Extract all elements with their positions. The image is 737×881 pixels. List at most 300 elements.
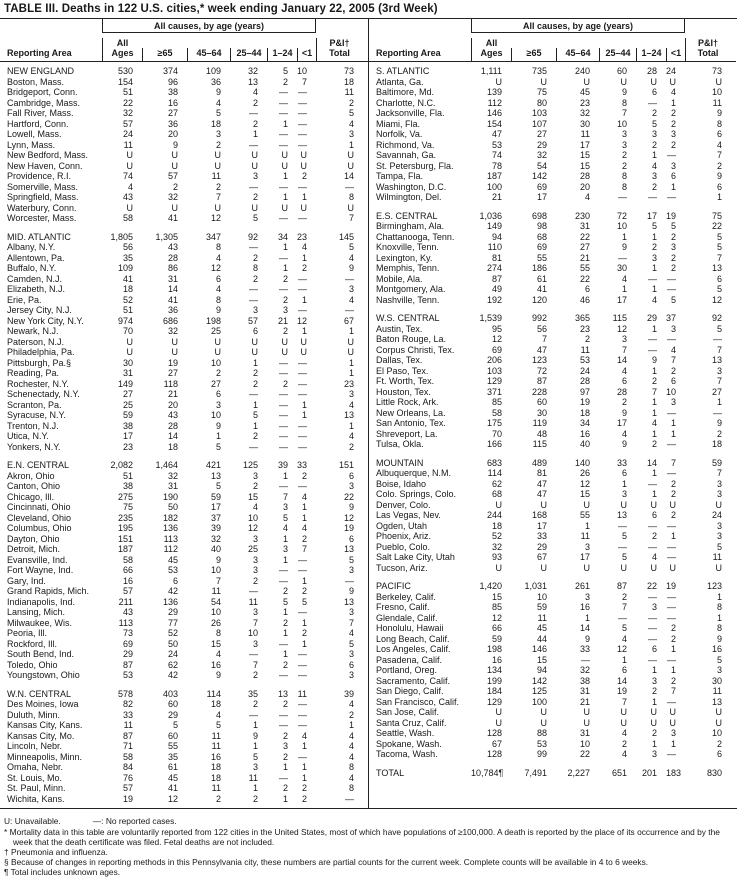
city-name: San Jose, Calif. [376,707,440,717]
value-cell: 4 [348,730,354,741]
value-cell: 1 [651,738,657,749]
value-cell: 735 [531,66,547,76]
value-cell: 23 [343,378,354,389]
table-row [0,150,368,161]
group-header-all-causes: All causes, by age (years) [471,19,685,33]
value-cell: 182 [162,512,178,523]
value-cell: 5 [215,720,221,730]
value-cell: 62 [491,478,502,489]
value-cell: 2 [301,171,307,181]
value-cell: 1 [252,783,258,793]
value-cell: 201 [641,767,657,778]
table-row [0,773,368,784]
value-cell: — [648,334,657,344]
value-cell: 374 [162,66,178,76]
value-cell: — [279,181,288,192]
city-name: Savannah, Ga. [376,150,437,160]
city-name: Fresno, Calif. [376,602,430,612]
value-cell: 41 [167,294,178,305]
region-section [0,460,368,681]
value-cell: 6 [172,575,178,586]
value-cell: 3 [670,160,676,171]
section-total-row [0,66,368,77]
city-name: Des Moines, Iowa [7,699,79,709]
value-cell: 4 [670,344,676,355]
value-cell: — [298,87,307,97]
city-name: Cincinnati, Ohio [7,502,71,512]
value-cell: 4 [621,749,627,759]
table-row [0,410,368,421]
value-cell: 30 [536,407,547,418]
value-cell: 22 [711,221,722,231]
value-cell: — [279,410,288,420]
value-cell: 120 [531,294,547,305]
city-name: Youngstown, Ohio [7,670,80,680]
value-cell: 60 [167,730,178,741]
table-row [369,232,736,243]
table-body-right [369,62,736,782]
value-cell: 3 [670,323,676,334]
city-name: Bridgeport, Conn. [7,87,78,97]
value-cell: — [648,612,657,623]
city-name: Rockford, Ill. [7,638,58,649]
value-cell: 3 [252,305,258,315]
value-cell: 69 [122,638,133,649]
table-row [0,192,368,203]
value-cell: 2 [252,481,258,491]
city-name: Lexington, Ky. [376,252,433,263]
value-cell: 16 [491,654,502,665]
value-cell: U [126,336,133,347]
value-cell: U [300,160,307,171]
value-cell: 31 [579,221,590,231]
value-cell: 20 [167,129,178,139]
value-cell: 70 [491,428,502,439]
value-cell: 8 [215,294,221,305]
value-cell: 5 [348,242,354,252]
city-name: Lincoln, Nebr. [7,741,63,751]
table-row [369,324,736,335]
region-name: E.N. CENTRAL [7,460,70,470]
value-cell: 53 [122,670,133,680]
value-cell: 4 [651,418,657,428]
table-row [0,660,368,671]
city-name: Philadelphia, Pa. [7,347,75,357]
value-cell: U [214,202,221,213]
value-cell: — [581,654,590,665]
table-row [369,150,736,161]
value-cell: 2 [651,439,657,449]
value-cell: 59 [210,491,221,502]
value-cell: 95 [491,323,502,334]
city-name: Corpus Christi, Tex. [376,344,455,355]
value-cell: — [618,192,627,202]
value-cell: 74 [122,171,133,181]
value-cell: 1 [716,591,722,602]
table-row [0,108,368,119]
value-cell: U [281,160,288,171]
value-cell: 81 [536,468,547,478]
value-cell: 5 [621,552,627,562]
value-cell: 13 [711,696,722,707]
value-cell: 154 [486,118,502,129]
city-name: Cambridge, Mass. [7,97,81,108]
value-cell: — [279,213,288,223]
table-row [369,429,736,440]
value-cell: — [298,181,307,192]
city-name: Milwaukee, Wis. [7,617,73,628]
region-name: MOUNTAIN [376,457,424,468]
value-cell: 72 [536,365,547,376]
value-cell: — [279,129,288,139]
value-cell: 85 [491,602,502,612]
value-cell: 27 [579,242,590,252]
value-cell: 12 [616,644,627,654]
value-cell: 27 [536,129,547,139]
value-cell: 17 [122,431,133,441]
value-cell: U [583,76,590,87]
value-cell: 6 [621,468,627,478]
value-cell: 11 [248,772,258,783]
value-cell: 10 [711,728,722,738]
table-row [369,728,736,739]
value-cell: 1 [252,420,258,431]
value-cell: 10 [297,66,308,76]
value-cell: 5 [282,596,288,607]
table-row [369,408,736,419]
value-cell: 1 [651,397,657,407]
value-cell: U [300,347,307,357]
value-cell: 82 [122,699,133,709]
column-header-ge65: ≥65 [142,48,187,61]
city-name: Providence, R.I. [7,171,72,181]
value-cell: 3 [282,502,288,512]
value-cell: 1 [301,638,307,649]
value-cell: 3 [215,399,221,410]
city-name: Cleveland, Ohio [7,512,72,523]
value-cell: 14 [343,171,354,181]
table-row [0,119,368,130]
value-cell: 1,031 [524,581,547,591]
value-cell: 4 [348,741,354,751]
value-cell: 7 [621,108,627,118]
value-cell: — [618,252,627,263]
value-cell: 129 [486,696,502,707]
value-cell: — [648,591,657,602]
footnote-legend [4,817,735,827]
value-cell: 4 [651,160,657,171]
value-cell: 6 [716,749,722,759]
value-cell: — [667,520,676,531]
value-cell: 25 [210,326,221,336]
value-cell: 58 [122,554,133,565]
value-cell: — [298,118,307,129]
value-cell: 57 [122,783,133,793]
table-row [0,762,368,773]
value-cell: 18 [491,520,502,531]
value-cell: 2 [670,623,676,633]
region-section [369,211,736,306]
value-cell: 1,420 [479,581,502,591]
value-cell: 3 [348,607,354,617]
value-cell: 1 [670,644,676,654]
column-header-pi-line1: P&I† [329,38,350,48]
city-name: Chattanooga, Tenn. [376,231,455,242]
value-cell: U [620,707,627,717]
value-cell: 830 [706,767,722,778]
value-cell: 10 [711,87,722,97]
value-cell: 11 [248,596,258,607]
value-cell: — [298,273,307,284]
city-name: Dayton, Ohio [7,533,60,544]
value-cell: 28 [167,252,178,263]
value-cell: 32 [579,665,590,675]
city-name: Albuquerque, N.M. [376,468,452,478]
value-cell: 1 [282,554,288,565]
value-cell: 2 [670,478,676,489]
value-cell: 6 [252,326,258,336]
table-row [0,565,368,576]
city-name: Peoria, Ill. [7,628,48,638]
value-cell: 18 [210,699,221,709]
value-cell: 10 [210,357,221,368]
value-cell: 142 [531,675,547,686]
value-cell: 3 [252,762,258,772]
value-cell: 10 [247,628,258,638]
column-header-pi-line2: Total [697,48,719,58]
city-name: Norfolk, Va. [376,129,423,139]
value-cell: 11 [537,612,547,623]
value-cell: 3 [621,489,627,499]
value-cell: 5 [348,554,354,565]
value-cell: 5 [215,441,221,452]
value-cell: 22 [579,749,590,759]
value-cell: 2 [282,730,288,741]
value-cell: — [648,654,657,665]
value-cell: 3 [621,139,627,150]
value-cell: 38 [122,420,133,431]
value-cell: 1 [651,323,657,334]
value-cell: 4 [584,192,590,202]
value-cell: 1,305 [155,231,178,242]
table-row [0,442,368,453]
table-row [0,389,368,400]
table-row [369,87,736,98]
value-cell: 23 [579,323,590,334]
value-cell: 30 [711,675,722,686]
value-cell: 11 [344,87,354,97]
city-name: Chicago, Ill. [7,491,55,502]
city-name: Salt Lake City, Utah [376,552,455,562]
value-cell: 14 [579,623,590,633]
value-cell: 32 [491,541,502,552]
value-cell: 2 [282,783,288,793]
city-name: Canton, Ohio [7,481,61,491]
value-cell: 113 [163,533,178,544]
city-name: Lynn, Mass. [7,139,56,150]
value-cell: 16 [579,602,590,612]
table-row [369,468,736,479]
value-cell: U [715,499,722,510]
value-cell: 4 [252,502,258,512]
value-cell: 240 [574,66,590,76]
value-cell: 2 [252,699,258,709]
table-row [369,707,736,718]
value-cell: U [583,717,590,728]
column-header-1-24: 1–24 [267,48,297,61]
value-cell: 21 [277,315,288,326]
value-cell: 4 [215,649,221,659]
value-cell: 6 [716,181,722,192]
column-header-25-44: 25–44 [599,48,636,61]
column-header-pi-line2: Total [329,48,350,58]
value-cell: 3 [348,670,354,680]
value-cell: 99 [536,749,547,759]
value-cell: 84 [122,762,133,772]
table-row [369,686,736,697]
value-cell: — [648,344,657,355]
value-cell: 35 [247,688,258,699]
city-name: San Diego, Calif. [376,686,444,696]
value-cell: 69 [536,181,547,192]
value-cell: 1 [584,612,590,623]
value-cell: U [715,707,722,717]
table-row [369,479,736,490]
city-name: Tucson, Ariz. [376,562,428,573]
region-name: W.S. CENTRAL [376,313,440,323]
value-cell: — [279,284,288,294]
value-cell: 96 [167,76,178,87]
city-name: Berkeley, Calif. [376,591,436,602]
value-cell: U [251,202,258,213]
region-name: S. ATLANTIC [376,66,430,76]
value-cell: U [347,347,354,357]
value-cell: 1 [621,284,627,294]
value-cell: 7 [215,192,221,202]
value-cell: — [648,623,657,633]
value-cell: 42 [167,586,178,596]
value-cell: 1 [651,696,657,707]
table-row [369,345,736,356]
city-name: Fort Wayne, Ind. [7,565,74,575]
value-cell: U [171,202,178,213]
value-cell: 8 [716,623,722,633]
region-section [369,458,736,574]
value-cell: 1 [282,171,288,181]
value-cell: 1 [282,470,288,481]
value-cell: 58 [122,751,133,762]
value-cell: 103 [486,365,502,376]
value-cell: U [281,336,288,347]
value-cell: 1 [301,617,307,628]
value-cell: 4 [670,87,676,97]
value-cell: 3 [584,541,590,552]
value-cell: 8 [621,181,627,192]
city-name: Montgomery, Ala. [376,284,446,294]
value-cell: 13 [343,544,354,554]
table-row [369,376,736,387]
value-cell: 19 [343,523,354,533]
region-section [369,313,736,450]
value-cell: 20 [167,399,178,410]
value-cell: 29 [536,139,547,150]
value-cell: U [300,150,307,160]
value-cell: 114 [487,468,502,478]
region-section [0,66,368,224]
table-row [369,521,736,532]
value-cell: 112 [163,544,178,554]
value-cell: 53 [536,738,547,749]
value-cell: 3 [252,470,258,481]
value-cell: 1 [301,741,307,751]
value-cell: — [667,192,676,202]
value-cell: 5 [172,720,178,730]
value-cell: U [540,707,547,717]
value-cell: — [298,659,307,670]
value-cell: 4 [348,252,354,263]
table-left-half [0,19,368,808]
value-cell: 34 [579,418,590,428]
value-cell: 1 [621,654,627,665]
value-cell: 2 [348,97,354,108]
footnote-unavailable: U: Unavailable. [4,816,61,826]
value-cell: 261 [574,581,590,591]
value-cell: 33 [122,709,133,720]
value-cell: 2 [301,586,307,596]
value-cell: 31 [122,368,133,378]
value-cell: 37 [210,512,221,523]
value-cell: — [249,139,258,150]
value-cell: 23 [122,441,133,452]
value-cell: 12 [247,523,258,533]
value-cell: 2 [651,181,657,192]
value-cell: 4 [301,730,307,741]
value-cell: 12 [491,612,502,623]
value-cell: 2 [282,659,288,670]
value-cell: 8 [716,602,722,612]
value-cell: 2 [670,108,676,118]
table-header-right [369,19,736,62]
value-cell: 24 [666,66,677,76]
table-row [0,253,368,264]
value-cell: — [298,699,307,709]
value-cell: 1 [651,428,657,439]
table-row [369,397,736,408]
value-cell: 2 [172,181,178,192]
value-cell: 93 [491,552,502,562]
value-cell: 31 [167,273,178,284]
value-cell: 45 [167,554,178,565]
value-cell: 8 [348,762,354,772]
city-name: Seattle, Wash. [376,728,435,738]
value-cell: 7 [716,376,722,386]
value-cell: — [279,368,288,378]
value-cell: 36 [210,76,221,87]
city-name: Newark, N.J. [7,326,59,336]
value-cell: 3 [651,749,657,759]
table-header-left [0,19,368,62]
value-cell: 187 [117,544,133,554]
value-cell: 7 [651,386,657,397]
value-cell: 107 [531,118,547,129]
table-row [369,739,736,750]
value-cell: 17 [616,294,627,305]
table-row [0,326,368,337]
table-row [0,140,368,151]
value-cell: — [648,520,657,531]
city-name: Boston, Mass. [7,76,65,87]
value-cell: — [249,181,258,192]
